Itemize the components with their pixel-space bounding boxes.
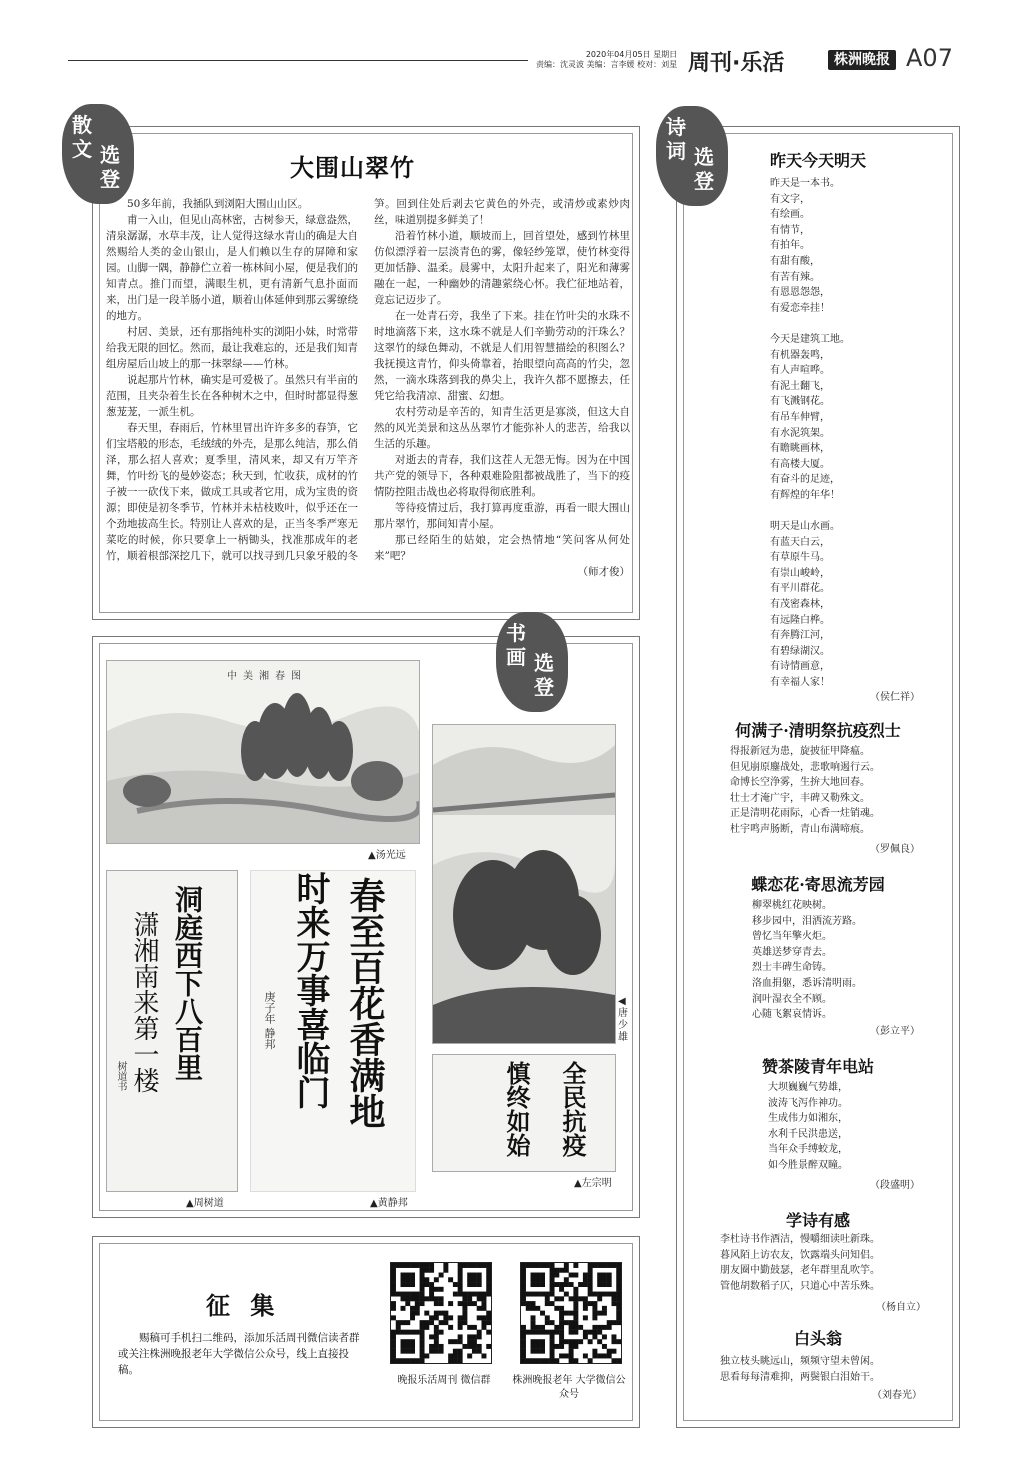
poem-line: 杜宇鸣声肠断，青山布满啼痕。 (730, 823, 870, 835)
poem-title: 何满子·清明祭抗疫烈士 (735, 721, 901, 740)
poem-line: 明天是山水画。 (770, 521, 840, 533)
poem-author: （彭立平） (870, 1026, 920, 1037)
paragraph: 等待疫情过后，我打算再度重游，再看一眼大围山那片翠竹，那间知青小屋。 (374, 502, 630, 530)
poem-line: 润叶湿衣全不顾。 (752, 993, 832, 1005)
badge-char: 书 (506, 621, 526, 645)
poem-line: 心随飞絮哀情诉。 (752, 1009, 832, 1021)
poem-body (720, 1232, 880, 1294)
paragraph: 说起那片竹林，确实是可爱极了。虽然只有半亩的范围，且夹杂着生长在各种树木之中，但时时都显得葱葱茏茏，一派生机。 (106, 374, 358, 418)
poem-line: 有爱恋牵挂！ (770, 302, 830, 314)
tall-landscape-drawing (433, 725, 615, 1043)
poem-body (730, 744, 880, 838)
poem-line: 有飞溅钢花。 (770, 396, 830, 408)
poem-line: 有恩恩怨怨， (770, 287, 830, 299)
calligraphy-zhou (106, 870, 238, 1192)
qr2-label: 株洲晚报老年 大学微信公众号 (512, 1375, 626, 1400)
paragraph: 在一处青石旁，我坐了下来。挂在竹叶尖的水珠不时地滴落下来，这水珠不就是人们辛勤劳动的汗珠么？这翠竹的绿色舞动，不就是人们用智慧描绘的积图么？我抚摸这青竹，仰头倚靠着，抬眼望向高高的竹尖，忽然，一滴水珠落到我的鼻尖上，我许久都不愿擦去，任凭它给我清凉、甜蜜、幻想。 (374, 310, 630, 402)
poem-line: 有人声喧哗。 (770, 365, 830, 377)
essay-title: 大围山翠竹 (290, 153, 415, 182)
poem-line: 有情节， (770, 224, 810, 236)
poem-line: 但见崩原鏖战处，悲歌响遏行云。 (730, 761, 880, 773)
poem-line: 有辉煌的年华！ (770, 489, 840, 501)
paragraph: 对逝去的青春，我们这茬人无怨无悔。因为在中国共产党的领导下，各种艰难险阻都被战胜了，当下的疫情防控阻击战也必将取得彻底胜利。 (374, 454, 630, 498)
poem-line: 得报新冠为患，旋披征甲降瘟。 (730, 746, 870, 757)
poem-line: 有奔腾江河， (770, 630, 830, 642)
essay-column-2 (374, 196, 630, 580)
poem-line: 管他胡数稻子仄，只道心中苦乐殊。 (720, 1280, 880, 1292)
paragraph: 50多年前，我插队到浏阳大围山山区。 (127, 198, 309, 210)
qr1-label: 晚报乐活周刊 微信群 (397, 1375, 491, 1386)
badge-char: 选 (534, 651, 554, 675)
badge-char: 散 (72, 113, 92, 137)
header-meta (536, 50, 677, 70)
poem-line: 有远隆白桦。 (770, 614, 830, 626)
poem-title: 昨天今天明天 (769, 151, 866, 170)
poem-line: 有机器轰鸣， (770, 349, 830, 361)
poem-author: （侯仁祥） (870, 692, 920, 703)
qr-pattern (391, 1263, 491, 1363)
poem-line: 有草原牛马。 (770, 552, 830, 564)
essay-badge (62, 104, 134, 204)
poem-line: 有拍年。 (770, 240, 810, 252)
poem-author: （刘春光） (872, 1390, 922, 1401)
poem-line: 洛血捐躯，悉诉清明雨。 (752, 977, 862, 989)
poem-line: 有苦有辣。 (770, 271, 820, 283)
poem-author: （杨自立） (876, 1302, 926, 1313)
page-number: A07 (906, 44, 953, 72)
poem-line: 有瞻眺画林， (770, 443, 830, 455)
paragraph: 笋。回到住处后剥去它黄色的外壳，或清炒或素炒肉丝，味道别提多鲜美了！ (374, 198, 630, 226)
poem-line: 有崇山峻岭， (770, 567, 830, 579)
header-editors: 责编：沈灵波 美编：言李媛 校对：刘星 (536, 60, 678, 69)
header-rule (68, 60, 528, 61)
poem-line: 生成伟力如湘东， (768, 1113, 848, 1125)
painting-landscape (106, 660, 420, 844)
painting-caption: ▲汤光远 (368, 850, 406, 861)
qr-pattern (521, 1263, 621, 1363)
calligraphy-line: 洞庭西下八百里 (171, 885, 204, 1081)
poem-body (720, 1354, 880, 1385)
landscape-drawing (107, 661, 419, 843)
badge-char: 选 (100, 143, 120, 167)
poem-line: 大坝巍巍气势雄， (768, 1082, 848, 1093)
poem-body (770, 176, 850, 691)
qr-code-official-account[interactable] (520, 1262, 622, 1364)
paragraph: 沿着竹林小道，顺坡而上，回首望处，感到竹林里仿似漂浮着一层淡青色的雾，像轻纱笼罩，使竹林变得更加恬静、温柔。晨雾中，太阳升起来了，阳光和薄雾融在一起，一种幽妙的清趣萦绕心怀。我伫征地站着，竟忘记迈步了。 (374, 230, 630, 306)
poem-line: 有幸福人家！ (770, 677, 830, 688)
calligraphy-signature: 树道书 (115, 1061, 126, 1091)
poem-title: 赞茶陵青年电站 (761, 1057, 874, 1076)
recruit-body: 赐稿可手机扫二维码，添加乐活周刊微信读者群或关注株洲晚报老年大学微信公众号，线上直接投稿。 (118, 1332, 360, 1376)
poem-line: 有绘画。 (770, 209, 810, 221)
newspaper-logo: 株洲晚报 (828, 50, 896, 70)
poem-line: 朋友圈中勤鼓瑟，老年群里乱吹竽。 (720, 1265, 880, 1277)
badge-char: 登 (694, 169, 714, 193)
poem-title: 白头翁 (793, 1329, 842, 1348)
calligraphy-huang (250, 870, 416, 1192)
painting-tall-landscape (432, 724, 616, 1044)
poem-line: 当年众手缚蛟龙， (768, 1144, 848, 1156)
recruit-title: 征 集 (206, 1291, 281, 1320)
painting-caption-vertical: ◀唐少雄 (618, 996, 628, 1043)
section-title: 周刊·乐活 (688, 51, 785, 76)
calligraphy-zuo (432, 1054, 616, 1172)
essay-author: （师才俊） (577, 566, 630, 578)
qr-code-wechat-group[interactable] (390, 1262, 492, 1364)
badge-char: 登 (534, 675, 554, 699)
poem-line: 有蓝天白云， (770, 536, 830, 548)
badge-char: 诗 (666, 115, 686, 139)
calligraphy-signature: 庚子年 静邦 (263, 991, 276, 1050)
paragraph: 甫一入山，但见山高林密，古树参天，绿意盎然，清泉潺潺，水草丰茂，让人觉得这绿水青山的确是大自然赐给人类的金山银山，是人们赖以生存的屏障和家园。山脚一隅，静静伫立着一栋林间小屋，便是我们的知青点。推门而望，满眼生机，更有清新气息扑面而来，出门是一段羊肠小道，顺着山体延伸到那云雾缭绕的地方。 (106, 214, 358, 322)
header-date: 2020年04月05日 星期日 (585, 50, 678, 59)
paragraph: 那已经陌生的姑娘，定会热情地“笑问客从何处来”吧？ (374, 534, 630, 562)
poem-line: 有文字， (770, 193, 810, 205)
poem-line: 如今胜景醉双瞳。 (768, 1159, 848, 1171)
poem-line: 暮风陌上访农友，饮露端头问知侣。 (720, 1249, 880, 1261)
calligraphy-line: 全民抗疫 (558, 1061, 587, 1157)
poem-line: 有奋斗的足迹， (770, 474, 840, 486)
painting-caption: ▲左宗明 (574, 1178, 612, 1189)
poem-line: 有平川群花。 (770, 583, 830, 595)
poem-line: 正是清明花雨际，心香一炷销魂。 (730, 808, 880, 820)
poem-title: 学诗有感 (785, 1211, 850, 1230)
poem-line: 壮士才淹广宇，丰碑又勒殊文。 (730, 792, 870, 804)
poem-line: 有甜有酸， (770, 255, 820, 267)
poem-line: 有泥土翻飞， (770, 380, 830, 392)
poem-line: 波涛飞泻作神功。 (768, 1097, 848, 1109)
essay-column-1 (106, 196, 358, 564)
calligraphy-line: 时来万事喜临门 (290, 871, 330, 1109)
paragraph: 村居、美景，还有那指纯朴实的浏阳小妹，时常带给我无限的回忆。然而，最让我难忘的，还是我们知青组房屋后山坡上的那一抹翠绿——竹林。 (106, 326, 358, 370)
paragraph: 农村劳动是辛苦的，知青生活更是寡淡，但这大自然的风光美景和这丛丛翠竹才能弥补人的悲苦，给我以生活的乐趣。 (374, 406, 630, 450)
calligraphy-line: 春至百花香满地 (344, 877, 386, 1129)
poem-author: （段盛明） (870, 1180, 920, 1191)
poem-line (770, 503, 850, 519)
poem-body (752, 898, 862, 1023)
poem-line: 独立枝头眺远山，频频守望未曾闲。 (720, 1356, 880, 1367)
poem-body (768, 1080, 848, 1174)
painting-caption: ▲周树道 (186, 1198, 224, 1209)
poem-line: 今天是建筑工地。 (770, 333, 850, 345)
calligraphy-line: 潇湘南来第一楼 (129, 911, 159, 1093)
poem-line: 烈士丰碑生命铸。 (752, 962, 832, 974)
painting-inscription: 中美湘春图 (227, 671, 307, 682)
art-badge (496, 612, 568, 712)
poem-line: 有高楼大厦。 (770, 458, 830, 470)
poem-line: 命博长空浄雾，生拚大地回春。 (730, 777, 870, 789)
poem-line: 李杜诗书作酒洁，慢嚼细读吐新珠。 (720, 1234, 880, 1245)
poem-line: 思看每每清难抑，两鬓银白泪始干。 (720, 1371, 880, 1383)
badge-char: 文 (72, 137, 92, 161)
painting-caption: ▲黄静邦 (370, 1198, 408, 1209)
badge-char: 词 (666, 139, 686, 163)
poem-line: 柳翠桃红花映树。 (752, 900, 832, 911)
badge-char: 选 (694, 145, 714, 169)
poem-line: 移步园中，泪洒流芳路。 (752, 915, 862, 927)
badge-char: 画 (506, 645, 526, 669)
poem-line: 水利千民洪患送， (768, 1128, 848, 1140)
poem-line: 有吊车伸臂， (770, 411, 830, 423)
calligraphy-line: 慎终如始 (502, 1061, 531, 1157)
poem-line: 有诗情画意， (770, 661, 830, 673)
poem-line: 有水泥筑架。 (770, 427, 830, 439)
poem-line: 有碧绿湖汉。 (770, 645, 830, 657)
poem-author: （罗佩良） (870, 844, 920, 855)
poem-line: 有茂密森林， (770, 599, 830, 611)
poem-line: 英雄送梦穿青去。 (752, 946, 832, 958)
poem-line: 曾忆当年擎火炬。 (752, 931, 832, 943)
poem-line: 昨天是一本书。 (770, 178, 840, 189)
paragraph: 春天里，春雨后，竹林里冒出许许多多的春笋，它们宝塔般的形态，毛绒绒的外壳，是那么纯洁，那么俏泽，那么招人喜欢；夏季里，清风来，却又有万竿齐舞，竹叶纷飞的曼妙姿态；秋天到，忙收获，成材的竹子被一一砍伐下来，做成工具或者它用，成为宝贵的资源；即使是初冬季节，竹林并未枯枝败叶，似乎还在一个劲地拔高生长。特别让人喜欢的是，正当冬季严寒无菜吃的时候，你只要拿上一柄锄头，找准那成年的老竹，顺着根部深挖几下，就可以找寻到几只象牙般的冬 (106, 422, 358, 562)
poem-title: 蝶恋花·寄思流芳园 (751, 875, 885, 894)
badge-char: 登 (100, 167, 120, 191)
poem-line (770, 316, 850, 332)
